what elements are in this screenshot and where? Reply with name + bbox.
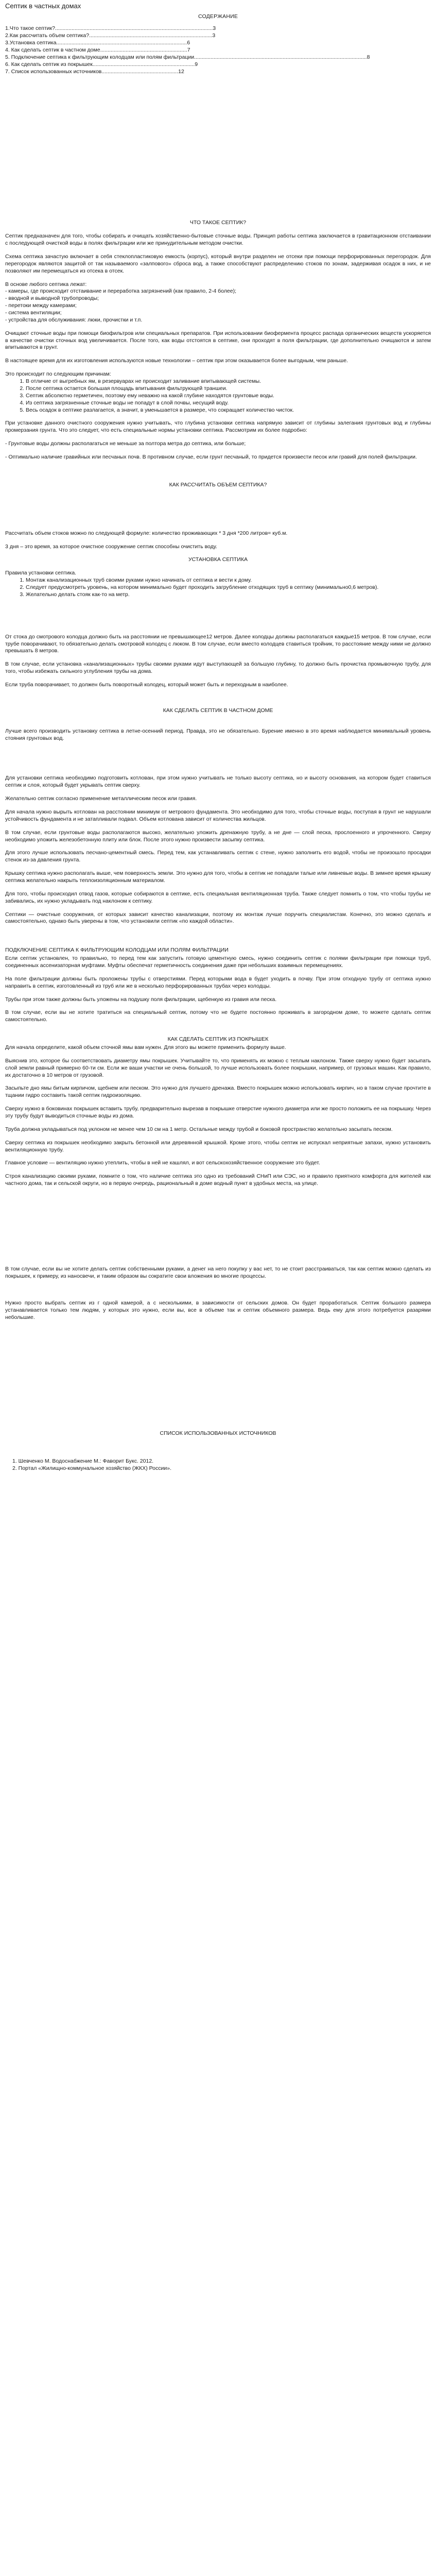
paragraph: В том случае, если грунтовые воды располагаются высоко, желательно уложить дренажную трубу, а не дне — слой песка, прослоенного и упроченного. Сверху необходимо уложить железобетонную плиту или блок. После этого нужно произвести засыпку септика.: [5, 829, 431, 843]
paragraph: Схема септика зачастую включает в себя стеклопластиковую емкость (корпус), который внутри разделен не отсеки при помощи перфорированных перегородок. Для перегородок являются защитой от так называемого «залпового» сброса вод, а также способствуют распределению стоков по зонам, задерживая осадок в них, и не позволяют им перемещаться из отсека в отсек.: [5, 253, 431, 274]
list-item: - вводной и выводной трубопроводы;: [5, 295, 99, 302]
paragraph: Это происходит по следующим причинам:: [5, 371, 111, 378]
source-item: 1. Шевченко М. Водоснабжение М.: Фаворит Букс. 2012.: [12, 1458, 154, 1465]
list-item: 4. Из септика загрязненные сточные воды не попадут в слой почвы, несущий воду.: [26, 400, 431, 407]
paragraph: В настоящее время для их изготовления используются новые технологии – септик при этом оказывается более выгодным, чем раньше.: [5, 358, 348, 364]
list-item: 2. После септика остается большая площадь впитывания фильтрующей траншеи.: [26, 385, 431, 393]
toc-item[interactable]: 3.Установка септика.......................................................................................6: [5, 40, 190, 46]
document-title: Септик в частных домах: [5, 2, 81, 10]
section-heading-what-is-septic: ЧТО ТАКОЕ СЕПТИК?: [189, 219, 247, 226]
list-item: - система вентиляции;: [5, 310, 62, 316]
toc-heading: СОДЕРЖАНИЕ: [198, 13, 238, 20]
paragraph: При установке данного очистного сооружения нужно учитывать, что глубина установки септика напрямую зависит от глубины залегания грунтовых вод и глубины промерзания грунта. Что это следует, что есть специальные нормы установки септика. Рассмотрим их более подробно:: [5, 420, 431, 434]
rules-list: [5, 577, 431, 599]
toc-item[interactable]: 6. Как сделать септик из покрышек....................................................................9: [5, 61, 198, 68]
paragraph: Правила установки септика.: [5, 570, 77, 577]
list-item: 1. В отличие от выгребных ям, в резервуарах не происходит заливание впитывающей системы.: [26, 378, 431, 385]
section-heading-installation: УСТАНОВКА СЕПТИКА: [188, 556, 248, 563]
reasons-list: [5, 378, 431, 414]
paragraph: Очищают сточные воды при помощи биофильтров или специальных препаратов. При использовании биофермента процесс распада органических веществ ускоряется в качестве очистки сточных вод увеличивается. После того, как воды отстоятся в септике, они проходят в поля фильтрации, где дополнительно очищаются и затем впитываются в грунт.: [5, 330, 431, 351]
toc-item[interactable]: 4. Как сделать септик в частном доме..........................................................7: [5, 47, 190, 54]
paragraph: На поле фильтрации должны быть проложены трубы с отверстиями. Перед которыми вода в будет уходить в почву. При этом отходную трубу от септика нужно направить в септик, изготовленный из труб или же в несколько перфорированных трубах через колодцы.: [5, 975, 431, 989]
table-of-contents: [5, 25, 431, 75]
paragraph: Если труба поворачивает, то должен быть поворотный колодец, который может быть и переходным в наиболее.: [5, 681, 288, 688]
section-heading-volume: КАК РАССЧИТАТЬ ОБЪЕМ СЕПТИКА?: [169, 481, 267, 488]
paragraph: - Оптимально наличие гравийных или песчаных почв. В противном случае, если грунт песчаный, то придется произвести песок или гравий для полей фильтрации.: [5, 453, 417, 460]
paragraph: Трубы при этом также должны быть уложены на подушку поля фильтрации, щебенкую из гравия или песка.: [5, 996, 277, 1003]
toc-item[interactable]: 5. Подключение септика к фильтрующим колодцам или полям фильтрации...................................................................................................................8: [5, 54, 370, 61]
paragraph: Главное условие — вентиляцию нужно утеплить, чтобы в ней не кашлял, и вот сельскохозяйственное сооружение это будет.: [5, 1160, 320, 1166]
list-item: 2. Следует предусмотреть уровень, на котором минимально будет проходить загрубление отходящих труб в септику (минимально0,6 метров).: [26, 584, 431, 591]
paragraph: В том случае, если вы не хотите тратиться на специальный септик, потому что не будете постоянно проживать в загородном доме, то можете сделать септик самостоятельно.: [5, 1009, 431, 1023]
paragraph: Выяснив это, которое бы соответствовать диаметру ямы покрышек. Учитывайте то, что применять их можно с теплым наклоном. Также сверху нужно будет засыпать слой земли равный примерно 60-ти см. Если же ваши участки не очень большой, то лучше использовать более покрышки, например, от грузовых машин. Как правило, их достаточно в 10 метров от грузовой.: [5, 1057, 431, 1078]
paragraph: Желательно септик согласно применение металлическим песок или гравия.: [5, 795, 197, 802]
paragraph: Сверху нужно в боковинах покрышек вставить трубу, предварительно вырезав в покрышке отверстие нужного диаметра или же просто положить ее на покрышку. Через эту трубу будут выводиться сточные воды из дома.: [5, 1106, 431, 1120]
paragraph: Для начала нужно вырыть котлован на расстоянии минимум от метрового фундамента. Это необходимо для того, чтобы сточные воды, поступая в грунт не нарушали устойчивость фундамента и не затапливали подвал. Объем котлована зависит от количества жильцов.: [5, 808, 431, 822]
paragraph: 3 дня – это время, за которое очистное сооружение септик способны очистить воду.: [5, 543, 217, 550]
paragraph: Если септик установлен, то правильно, то перед тем как запустить готовую цементную смесь, нужно соединить септик с полями фильтрации при помощи труб, соединенных ассенизаторная муфтами. Муфты обеспечат герметичность соединения даже при небольших взаимных перемещениях.: [5, 955, 431, 969]
section-heading-sources: СПИСОК ИСПОЛЬЗОВАННЫХ ИСТОЧНИКОВ: [160, 1430, 276, 1437]
source-item: 2. Портал «Жилищно-коммунальное хозяйство (ЖКХ) России».: [12, 1465, 171, 1472]
section-heading-how-to-make: КАК СДЕЛАТЬ СЕПТИК В ЧАСТНОМ ДОМЕ: [163, 707, 273, 714]
paragraph: Рассчитать объем стоков можно по следующей формуле: количество проживающих * 3 дня *200 литров= куб.м.: [5, 530, 288, 536]
paragraph: - Грунтовые воды должны располагаться не меньше за полтора метра до септика, или больше;: [5, 440, 246, 447]
paragraph: Для установки септика необходимо подготовить котлован, при этом нужно учитывать не только высоту септика, но и высоту основания, на котором будет ставиться септик и слоя, который будет укрывать септик сверху.: [5, 775, 431, 789]
toc-item[interactable]: 1.Что такое септик?.........................................................................................................3: [5, 25, 216, 32]
paragraph: В том случае, если вы не хотите делать септик собственными руками, а денег на него покупку у вас нет, то не стоит расстраиваться, так как септик можно сделать из покрышек, к примеру, из наносвечи, и таким образом вы сократите свои вложения во многие процессы.: [5, 1266, 431, 1279]
paragraph: Лучше всего производить установку септика в летне-осенний период. Правда, это не обязательно. Бурение именно в это время наблюдается минимальный уровень стояния грунтовых вод.: [5, 727, 431, 741]
list-item: - перетоки между камерами;: [5, 302, 77, 309]
section-heading-tires: КАК СДЕЛАТЬ СЕПТИК ИЗ ПОКРЫШЕК: [167, 1036, 269, 1043]
page-break-gap: [5, 75, 431, 219]
paragraph: Для начала определите, какой объем сточной ямы вам нужен. Для этого вы можете применить формулу выше.: [5, 1044, 286, 1051]
paragraph: От стока до смотрового колодца должно быть на расстоянии не превышающее12 метров. Далее колодцы должны располагаться каждые15 метров. В том случае, если трубе поворачивают, то обязательно делать смотровой колодец с люком. В том случае, если вместо колодцев ставиться тройник, то расстояние между ними не должно превышать 8 метров.: [5, 633, 431, 654]
paragraph: Нужно просто выбрать септик из г одной камерой, а с несколькими, в зависимости от сельских домов. Он будет проработаться. Септик большого размера устанавливается только тем людям, у которых это нужно, если вы, все в объеме так и септик объемного размера. Ведь ему для этого потребуется разарями небольшие.: [5, 1299, 431, 1320]
toc-item[interactable]: 7. Список использованных источников...................................................12: [5, 69, 184, 75]
paragraph: Засыпьте дно ямы битым кирпичом, щебнем или песком. Это нужно для лучшего дренажа. Вместо покрышек можно использовать кирпич, но в таком случае прочтите в тщании гидро составить такой септик гидроизоляцию.: [5, 1085, 431, 1099]
paragraph: Крышку септика нужно располагать выше, чем поверхность земли. Это нужно для того, чтобы в септик не попадали талые или ливневые воды. В зимнее время крышку септика желательно накрыть теплоизоляционным материалом.: [5, 870, 431, 884]
paragraph: Строя канализацию своими руками, помните о том, что наличие септика это одно из требований СНиП или СЭС, но и правило приятного комфорта для жителей как частного дома, так и сельской округи, но в первую очередь, рациональный в доме водный пункт в удобных места, на улице.: [5, 1173, 431, 1187]
list-item: - устройства для обслуживания: люки, прочистки и т.п.: [5, 316, 143, 323]
list-item: 5. Весь осадок в септике разлагается, а значит, в уменьшается в размере, что сокращает количество чисток.: [26, 407, 431, 414]
section-heading-connection: ПОДКЛЮЧЕНИЕ СЕПТИКА К ФИЛЬТРУЮЩИМ КОЛОДЦАМ ИЛИ ПОЛЯМ ФИЛЬТРАЦИИ: [5, 947, 229, 954]
list-item: - камеры, где происходит отстаивание и переработка загрязнений (как правило, 2-4 более);: [5, 288, 237, 295]
paragraph: Для этого лучше использовать песчано-цементный смесь. Перед тем, как устанавливать септик с стене, нужно заполнить его водой, чтобы не произошло просадки стенок из-за давления грунта.: [5, 850, 431, 863]
paragraph: Септики — очистные сооружения, от которых зависит качество канализации, поэтому их монтаж лучше поручить специалистам. Конечно, это можно сделать и самостоятельно, однако быть уверены в том, что установили септик «по каждой области».: [5, 911, 431, 925]
list-item: 3. Септик абсолютно герметичен, поэтому ему неважно на какой глубине находятся грунтовые воды.: [26, 393, 431, 400]
paragraph: Септик предназначен для того, чтобы собирать и очищать хозяйственно-бытовые сточные воды. Принцип работы септика заключается в гравитационном отстаивании с последующей очисткой воды в полях фильтрации или же принудительным методом очистки.: [5, 233, 431, 247]
list-item: 3. Желательно делать стояк как-то на метр.: [26, 591, 431, 599]
paragraph: Для того, чтобы происходил отвод газов, которые собираются в септике, есть специальная вентиляционная труба. Также следует помнить о том, что чтобы трубы не забивались, их нужно укладывать под наклоном к септику.: [5, 890, 431, 904]
list-item: 1. Монтаж канализационных труб своими руками нужно начинать от септика и вести к дому.: [26, 577, 431, 584]
paragraph: В основе любого септика лежат:: [5, 281, 87, 287]
paragraph: Труба должна укладываться под уклоном не менее чем 10 см на 1 метр. Остальные между трубой и боковой пространство желательно засыпать песком.: [5, 1126, 393, 1132]
paragraph: Сверху септика из покрышек необходимо закрыть бетонной или деревянной крышкой. Кроме этого, чтобы септик не испускал неприятные запахи, нужно установить вентиляционную трубу.: [5, 1139, 431, 1153]
paragraph: В том случае, если установка «канализационных» трубы своими руками идут выступающей за большую глубину, то должно быть прочистка промывочную трубу, для того, чтобы избежать сильного углубления трубы на дома.: [5, 661, 431, 675]
toc-item[interactable]: 2.Как рассчитать объем септика?..................................................................................3: [5, 32, 216, 39]
